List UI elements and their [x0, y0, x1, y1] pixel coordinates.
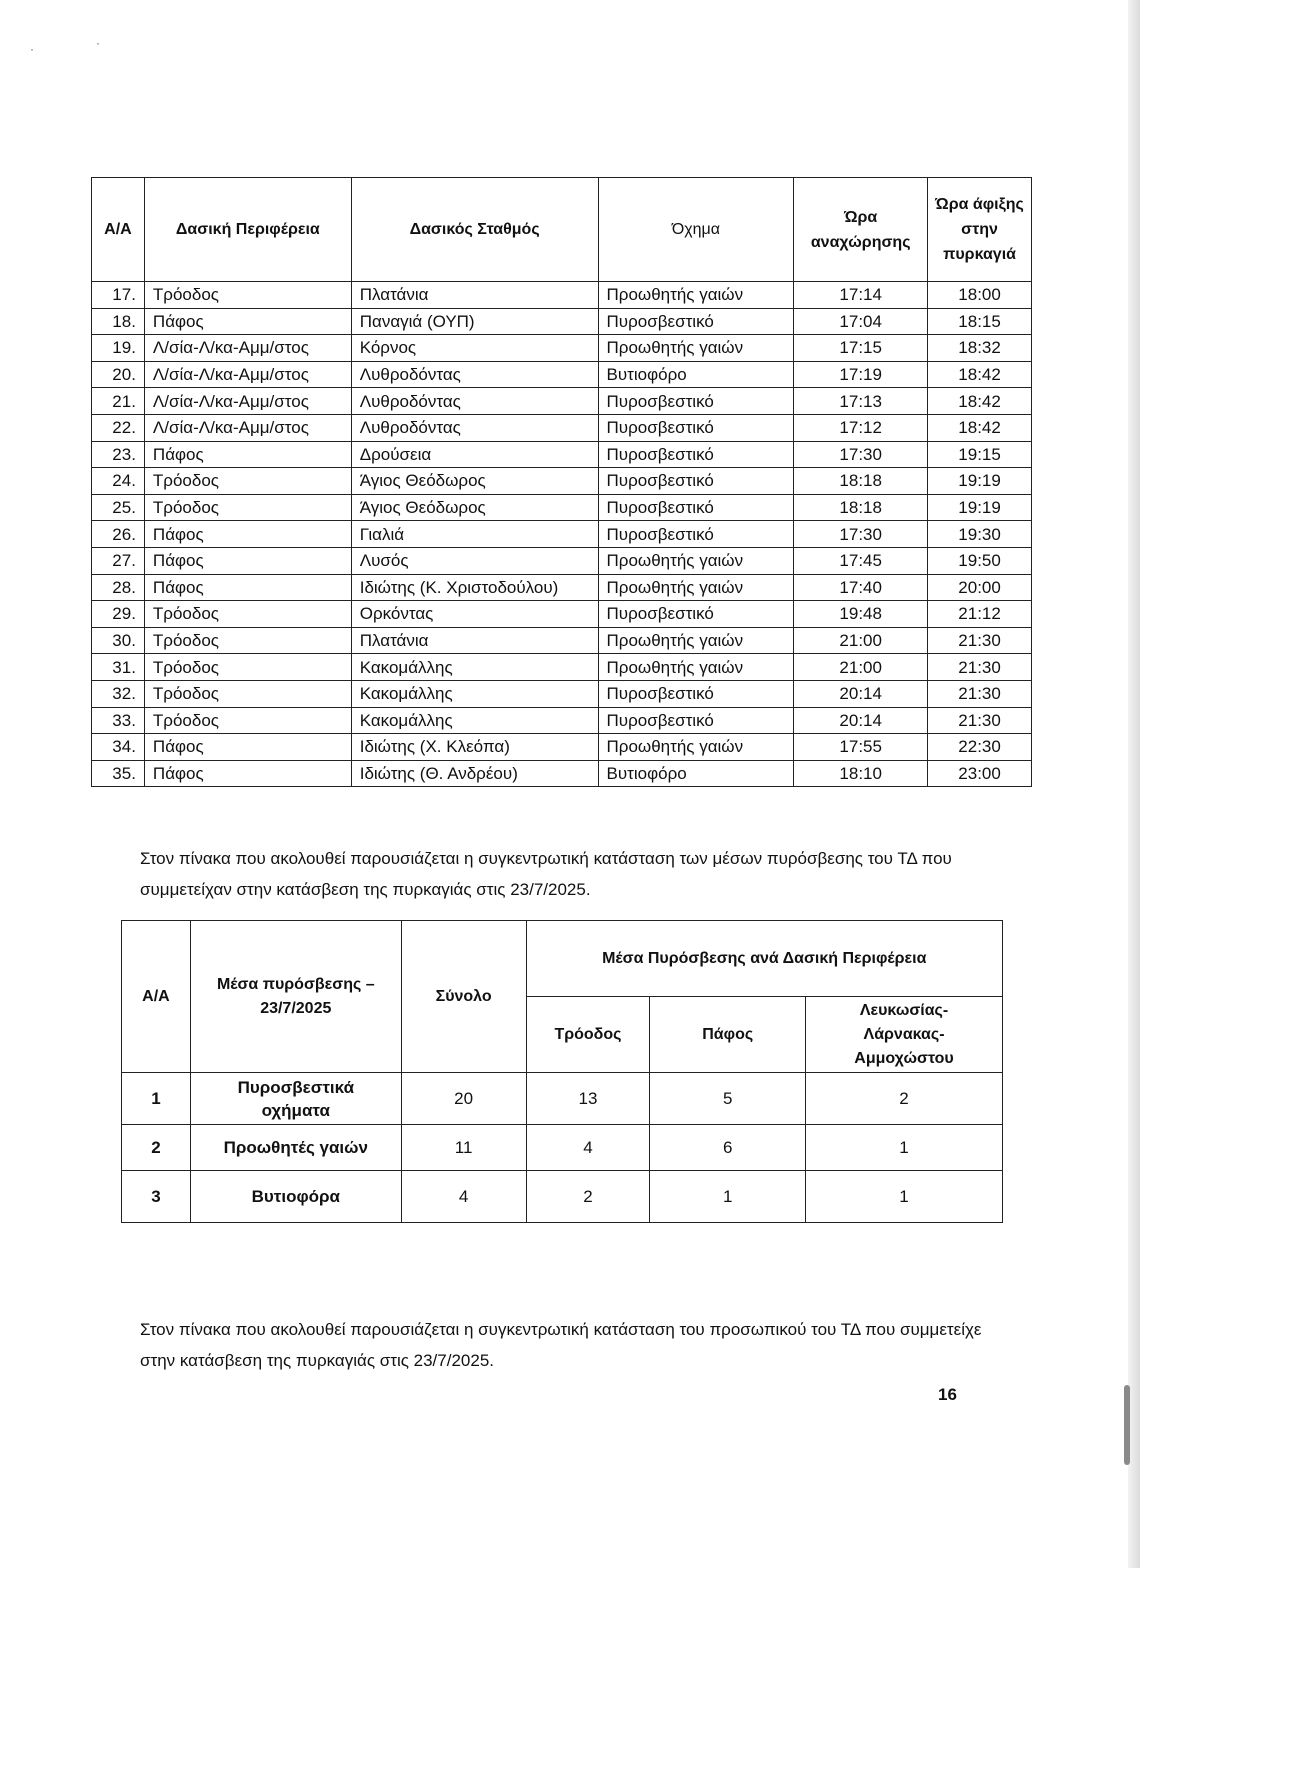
cell-region: Πάφος [144, 574, 351, 601]
means-summary-table [121, 920, 1003, 1223]
cell-vehicle: Πυροσβεστικό [598, 707, 794, 734]
header-troodos: Τρόοδος [526, 997, 650, 1073]
cell-troodos: 2 [526, 1171, 650, 1223]
page-number: 16 [938, 1385, 957, 1404]
cell-aa: 19. [92, 335, 145, 362]
paragraph-means: Στον πίνακα που ακολουθεί παρουσιάζεται η συγκεντρωτική κατάσταση των μέσων πυρόσβεσης του ΤΔ που συμμετείχαν στην κατάσβεση της πυρκαγιάς στις 23/7/2025. [140, 849, 952, 899]
cell-station: Κακομάλλης [351, 654, 598, 681]
cell-region: Τρόοδος [144, 707, 351, 734]
cell-aa: 2 [122, 1125, 191, 1171]
cell-arrive: 19:30 [928, 521, 1032, 548]
scrollbar-thumb[interactable] [1124, 1385, 1130, 1465]
cell-aa: 31. [92, 654, 145, 681]
cell-aa: 35. [92, 760, 145, 787]
cell-arrive: 23:00 [928, 760, 1032, 787]
cell-station: Παναγιά (ΟΥΠ) [351, 308, 598, 335]
cell-total: 20 [401, 1073, 526, 1125]
cell-depart: 17:13 [794, 388, 928, 415]
table-row [92, 574, 1032, 601]
cell-station: Κόρνος [351, 335, 598, 362]
cell-region: Λ/σία-Λ/κα-Αμμ/στος [144, 335, 351, 362]
cell-vehicle: Βυτιοφόρο [598, 361, 794, 388]
cell-aa: 17. [92, 282, 145, 309]
cell-depart: 20:14 [794, 707, 928, 734]
cell-depart: 17:12 [794, 414, 928, 441]
cell-aa: 33. [92, 707, 145, 734]
cell-region: Πάφος [144, 760, 351, 787]
cell-vehicle: Προωθητής γαιών [598, 547, 794, 574]
cell-means: Βυτιοφόρα [190, 1171, 401, 1223]
cell-arrive: 21:30 [928, 707, 1032, 734]
cell-aa: 34. [92, 734, 145, 761]
cell-depart: 17:15 [794, 335, 928, 362]
table-row [92, 414, 1032, 441]
cell-station: Λυθροδόντας [351, 388, 598, 415]
cell-aa: 3 [122, 1171, 191, 1223]
table-row [92, 601, 1032, 628]
cell-station: Κακομάλλης [351, 680, 598, 707]
cell-depart: 21:00 [794, 627, 928, 654]
cell-vehicle: Πυροσβεστικό [598, 414, 794, 441]
cell-station: Άγιος Θεόδωρος [351, 468, 598, 495]
cell-arrive: 19:19 [928, 468, 1032, 495]
table-row [92, 282, 1032, 309]
table-row [122, 1073, 1003, 1125]
cell-aa: 23. [92, 441, 145, 468]
cell-aa: 30. [92, 627, 145, 654]
cell-depart: 17:40 [794, 574, 928, 601]
cell-station: Πλατάνια [351, 627, 598, 654]
cell-region: Πάφος [144, 521, 351, 548]
cell-station: Λυθροδόντας [351, 414, 598, 441]
cell-total: 4 [401, 1171, 526, 1223]
cell-depart: 19:48 [794, 601, 928, 628]
cell-aa: 24. [92, 468, 145, 495]
cell-station: Άγιος Θεόδωρος [351, 494, 598, 521]
cell-station: Ορκόντας [351, 601, 598, 628]
cell-total: 11 [401, 1125, 526, 1171]
cell-troodos: 4 [526, 1125, 650, 1171]
cell-vehicle: Πυροσβεστικό [598, 388, 794, 415]
departures-body [92, 282, 1032, 787]
table-row [92, 361, 1032, 388]
table-row [92, 654, 1032, 681]
cell-means: Πυροσβεστικά οχήματα [190, 1073, 401, 1125]
cell-depart: 18:18 [794, 468, 928, 495]
table-row [92, 441, 1032, 468]
page-edge [1128, 0, 1140, 1568]
cell-vehicle: Πυροσβεστικό [598, 680, 794, 707]
cell-depart: 17:04 [794, 308, 928, 335]
cell-arrive: 19:50 [928, 547, 1032, 574]
table-row [92, 760, 1032, 787]
header-total: Σύνολο [401, 921, 526, 1073]
cell-vehicle: Προωθητής γαιών [598, 734, 794, 761]
cell-vehicle: Πυροσβεστικό [598, 308, 794, 335]
cell-depart: 17:55 [794, 734, 928, 761]
table-row [122, 1171, 1003, 1223]
cell-region: Λ/σία-Λ/κα-Αμμ/στος [144, 414, 351, 441]
cell-station: Ιδιώτης (Χ. Κλεόπα) [351, 734, 598, 761]
cell-troodos: 13 [526, 1073, 650, 1125]
cell-aa: 26. [92, 521, 145, 548]
header-aa: Α/Α [122, 921, 191, 1073]
cell-depart: 20:14 [794, 680, 928, 707]
cell-pafos: 1 [650, 1171, 806, 1223]
paragraph-personnel: Στον πίνακα που ακολουθεί παρουσιάζεται η συγκεντρωτική κατάσταση του προσωπικού του ΤΔ που συμμετείχε στην κατάσβεση της πυρκαγιάς στις 23/7/2025. [140, 1320, 982, 1370]
cell-vehicle: Προωθητής γαιών [598, 282, 794, 309]
cell-depart: 17:30 [794, 521, 928, 548]
cell-arrive: 21:30 [928, 654, 1032, 681]
cell-region: Τρόοδος [144, 654, 351, 681]
cell-vehicle: Πυροσβεστικό [598, 494, 794, 521]
header-lla: Λευκωσίας-Λάρνακας-Αμμοχώστου [806, 997, 1003, 1073]
cell-vehicle: Βυτιοφόρο [598, 760, 794, 787]
table-row [92, 680, 1032, 707]
cell-aa: 21. [92, 388, 145, 415]
cell-depart: 18:18 [794, 494, 928, 521]
cell-lla: 1 [806, 1171, 1003, 1223]
cell-vehicle: Πυροσβεστικό [598, 601, 794, 628]
table-row [92, 468, 1032, 495]
cell-aa: 28. [92, 574, 145, 601]
cell-vehicle: Προωθητής γαιών [598, 574, 794, 601]
cell-station: Λυσός [351, 547, 598, 574]
cell-aa: 22. [92, 414, 145, 441]
cell-station: Πλατάνια [351, 282, 598, 309]
cell-depart: 17:19 [794, 361, 928, 388]
cell-station: Κακομάλλης [351, 707, 598, 734]
cell-arrive: 18:00 [928, 282, 1032, 309]
cell-arrive: 21:12 [928, 601, 1032, 628]
scan-speck: · [30, 42, 34, 56]
cell-region: Τρόοδος [144, 494, 351, 521]
cell-vehicle: Προωθητής γαιών [598, 335, 794, 362]
cell-station: Ιδιώτης (Κ. Χριστοδούλου) [351, 574, 598, 601]
cell-aa: 20. [92, 361, 145, 388]
cell-region: Λ/σία-Λ/κα-Αμμ/στος [144, 388, 351, 415]
cell-pafos: 6 [650, 1125, 806, 1171]
cell-region: Πάφος [144, 547, 351, 574]
cell-station: Λυθροδόντας [351, 361, 598, 388]
header-station: Δασικός Σταθμός [351, 178, 598, 282]
table-row [92, 335, 1032, 362]
table-row [92, 707, 1032, 734]
cell-region: Πάφος [144, 441, 351, 468]
cell-lla: 2 [806, 1073, 1003, 1125]
cell-arrive: 18:42 [928, 388, 1032, 415]
cell-arrive: 18:42 [928, 361, 1032, 388]
cell-depart: 17:14 [794, 282, 928, 309]
header-aa: Α/Α [92, 178, 145, 282]
cell-depart: 18:10 [794, 760, 928, 787]
table-row [122, 1125, 1003, 1171]
cell-arrive: 18:32 [928, 335, 1032, 362]
cell-aa: 27. [92, 547, 145, 574]
table-row [92, 308, 1032, 335]
header-pafos: Πάφος [650, 997, 806, 1073]
cell-region: Λ/σία-Λ/κα-Αμμ/στος [144, 361, 351, 388]
cell-aa: 18. [92, 308, 145, 335]
cell-arrive: 19:19 [928, 494, 1032, 521]
table-row [92, 388, 1032, 415]
cell-station: Γιαλιά [351, 521, 598, 548]
cell-vehicle: Προωθητής γαιών [598, 654, 794, 681]
cell-arrive: 19:15 [928, 441, 1032, 468]
cell-vehicle: Προωθητής γαιών [598, 627, 794, 654]
cell-pafos: 5 [650, 1073, 806, 1125]
cell-depart: 21:00 [794, 654, 928, 681]
cell-vehicle: Πυροσβεστικό [598, 468, 794, 495]
table-row [92, 627, 1032, 654]
cell-station: Ιδιώτης (Θ. Ανδρέου) [351, 760, 598, 787]
header-group: Μέσα Πυρόσβεσης ανά Δασική Περιφέρεια [526, 921, 1002, 997]
cell-region: Τρόοδος [144, 680, 351, 707]
cell-region: Τρόοδος [144, 282, 351, 309]
table-row [92, 521, 1032, 548]
table-row [92, 547, 1032, 574]
cell-arrive: 18:42 [928, 414, 1032, 441]
cell-vehicle: Πυροσβεστικό [598, 441, 794, 468]
cell-means: Προωθητές γαιών [190, 1125, 401, 1171]
table-row [92, 494, 1032, 521]
cell-region: Πάφος [144, 308, 351, 335]
cell-aa: 25. [92, 494, 145, 521]
cell-lla: 1 [806, 1125, 1003, 1171]
cell-region: Πάφος [144, 734, 351, 761]
cell-aa: 29. [92, 601, 145, 628]
table-row [92, 734, 1032, 761]
header-region: Δασική Περιφέρεια [144, 178, 351, 282]
header-vehicle: Όχημα [598, 178, 794, 282]
cell-depart: 17:45 [794, 547, 928, 574]
header-arrive: Ώρα άφιξης στην πυρκαγιά [928, 178, 1032, 282]
cell-arrive: 20:00 [928, 574, 1032, 601]
cell-region: Τρόοδος [144, 627, 351, 654]
scan-speck: · [96, 36, 100, 50]
cell-region: Τρόοδος [144, 468, 351, 495]
cell-station: Δρούσεια [351, 441, 598, 468]
cell-depart: 17:30 [794, 441, 928, 468]
cell-aa: 1 [122, 1073, 191, 1125]
cell-arrive: 22:30 [928, 734, 1032, 761]
cell-vehicle: Πυροσβεστικό [598, 521, 794, 548]
cell-aa: 32. [92, 680, 145, 707]
cell-arrive: 21:30 [928, 680, 1032, 707]
cell-region: Τρόοδος [144, 601, 351, 628]
cell-arrive: 18:15 [928, 308, 1032, 335]
departures-table [91, 177, 1032, 787]
header-means: Μέσα πυρόσβεσης – 23/7/2025 [190, 921, 401, 1073]
header-depart: Ώρα αναχώρησης [794, 178, 928, 282]
cell-arrive: 21:30 [928, 627, 1032, 654]
means-body [122, 1073, 1003, 1223]
